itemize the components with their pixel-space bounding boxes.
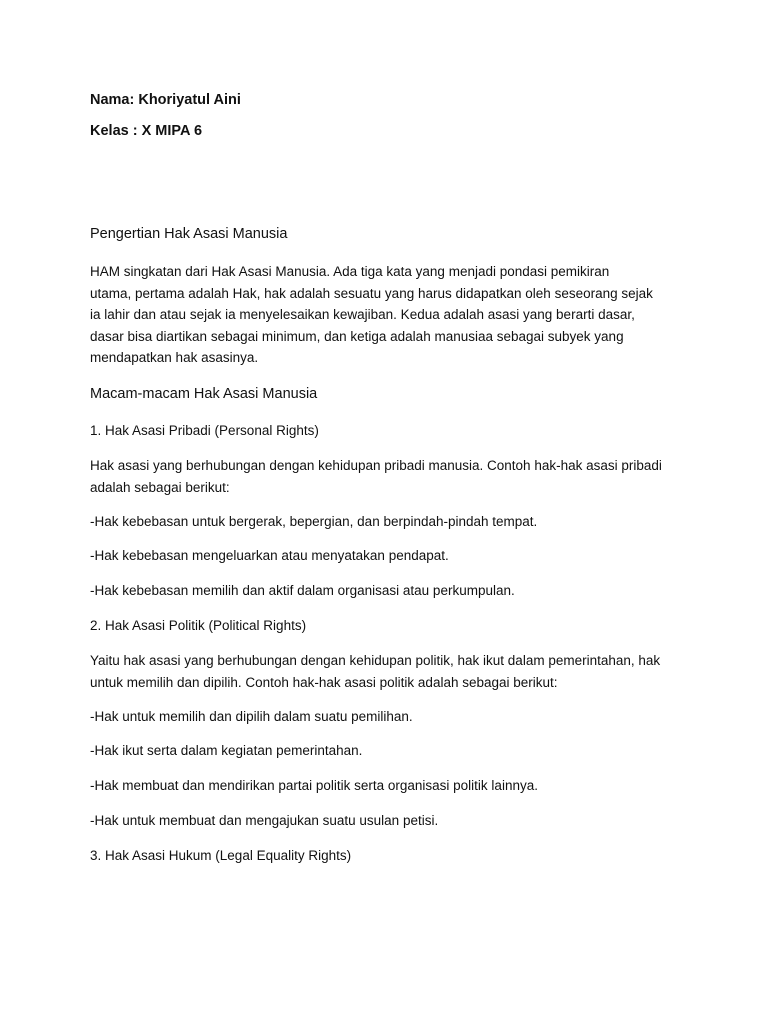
paragraph-line: adalah sebagai berikut:	[90, 479, 230, 495]
paragraph-line: dasar bisa diartikan sebagai minimum, dan ketiga adalah manusiaa sebagai subyek yang	[90, 328, 624, 344]
definition-paragraph	[90, 261, 680, 369]
paragraph-line: HAM singkatan dari Hak Asasi Manusia. Ada tiga kata yang menjadi pondasi pemikiran	[90, 264, 610, 279]
item-heading-legal-rights: 3. Hak Asasi Hukum (Legal Equality Rights)	[90, 848, 352, 863]
list-item: -Hak ikut serta dalam kegiatan pemerintahan.	[90, 743, 363, 758]
student-class: Kelas : X MIPA 6	[90, 123, 203, 139]
paragraph-line: Yaitu hak asasi yang berhubungan dengan kehidupan politik, hak ikut dalam pemerintahan, hak	[90, 653, 661, 668]
list-item: -Hak membuat dan mendirikan partai politik serta organisasi politik lainnya.	[90, 778, 538, 793]
section-title-definition: Pengertian Hak Asasi Manusia	[90, 226, 288, 242]
list-item: -Hak kebebasan mengeluarkan atau menyatakan pendapat.	[90, 548, 449, 563]
list-item: -Hak untuk membuat dan mengajukan suatu usulan petisi.	[90, 813, 439, 828]
section-title-types: Macam-macam Hak Asasi Manusia	[90, 386, 318, 402]
item-heading-political-rights: 2. Hak Asasi Politik (Political Rights)	[90, 618, 307, 633]
paragraph-line: ia lahir dan atau sejak ia menyelesaikan kewajiban. Kedua adalah asasi yang berarti dasar,	[90, 307, 635, 322]
personal-rights-description	[90, 455, 680, 498]
item-heading-personal-rights: 1. Hak Asasi Pribadi (Personal Rights)	[90, 423, 319, 438]
student-name: Nama: Khoriyatul Aini	[90, 92, 241, 108]
paragraph-line: Hak asasi yang berhubungan dengan kehidupan pribadi manusia. Contoh hak-hak asasi pribadi	[90, 458, 662, 473]
paragraph-line: utama, pertama adalah Hak, hak adalah sesuatu yang harus didapatkan oleh seseorang sejak	[90, 285, 653, 301]
paragraph-line: mendapatkan hak asasinya.	[90, 350, 259, 365]
list-item: -Hak kebebasan untuk bergerak, bepergian, dan berpindah-pindah tempat.	[90, 514, 538, 529]
political-rights-description	[90, 650, 680, 693]
list-item: -Hak untuk memilih dan dipilih dalam suatu pemilihan.	[90, 709, 413, 724]
list-item: -Hak kebebasan memilih dan aktif dalam organisasi atau perkumpulan.	[90, 583, 515, 598]
paragraph-line: untuk memilih dan dipilih. Contoh hak-hak asasi politik adalah sebagai berikut:	[90, 674, 558, 690]
